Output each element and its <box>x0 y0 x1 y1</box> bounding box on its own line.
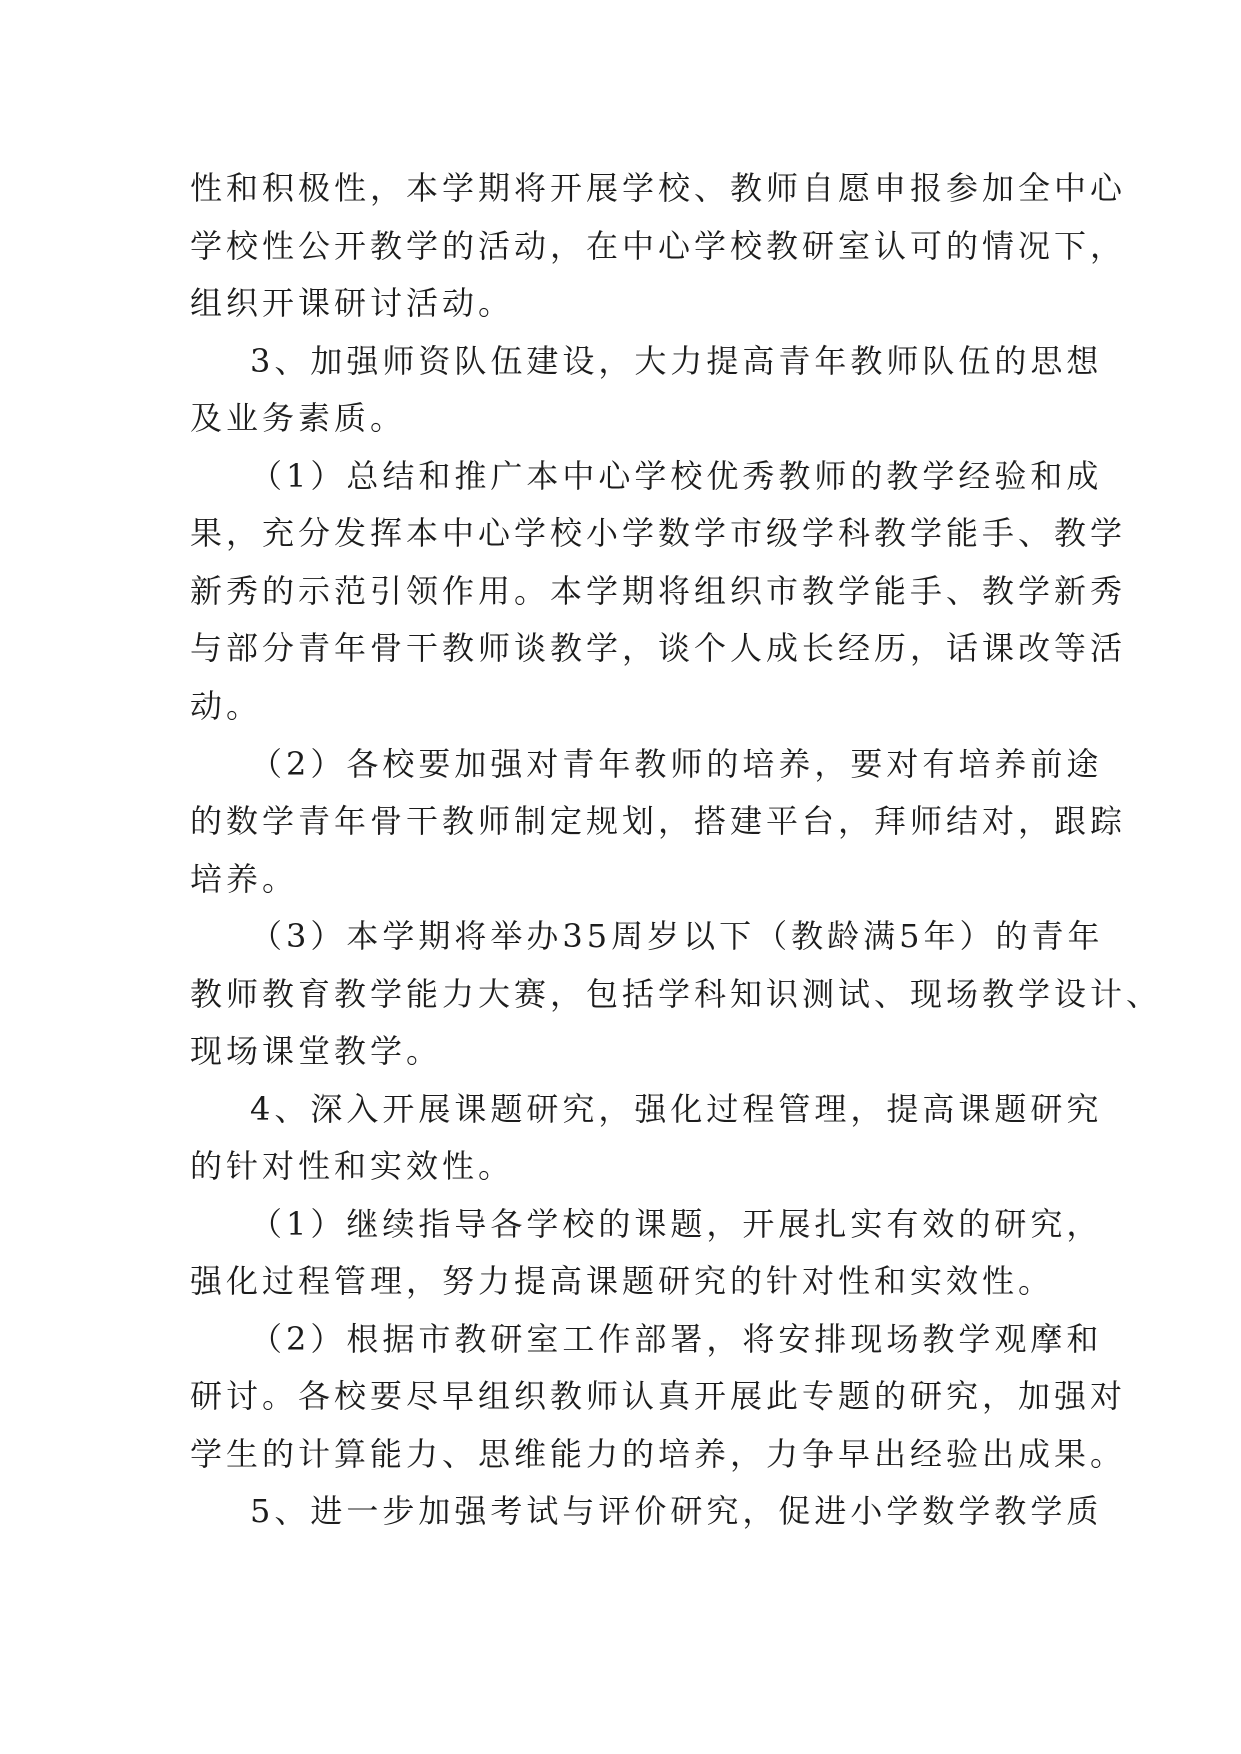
text-line: 动。 <box>190 687 263 725</box>
text-line: 果，充分发挥本中心学校小学数学市级学科教学能手、教学 <box>190 514 1127 552</box>
text-line: 性和积极性，本学期将开展学校、教师自愿申报参加全中心 <box>190 169 1127 207</box>
text-line: 及业务素质。 <box>190 399 407 437</box>
text-line: 教师教育教学能力大赛，包括学科知识测试、现场教学设计、 <box>190 975 1163 1013</box>
text-line: 新秀的示范引领作用。本学期将组织市教学能手、教学新秀 <box>190 572 1127 610</box>
text-line: （2）各校要加强对青年教师的培养，要对有培养前途 <box>250 745 1103 783</box>
text-line: 现场课堂教学。 <box>190 1032 443 1070</box>
text-line: 的针对性和实效性。 <box>190 1147 515 1185</box>
text-line: 培养。 <box>190 860 299 898</box>
text-line: （1）继续指导各学校的课题，开展扎实有效的研究， <box>250 1205 1103 1243</box>
text-line: （1）总结和推广本中心学校优秀教师的教学经验和成 <box>250 457 1103 495</box>
text-line: 3、加强师资队伍建设，大力提高青年教师队伍的思想 <box>250 342 1103 380</box>
text-line: （2）根据市教研室工作部署，将安排现场教学观摩和 <box>250 1320 1103 1358</box>
text-line: （3）本学期将举办35周岁以下（教龄满5年）的青年 <box>250 917 1104 955</box>
text-line: 组织开课研讨活动。 <box>190 284 515 322</box>
text-line: 的数学青年骨干教师制定规划，搭建平台，拜师结对，跟踪 <box>190 802 1127 840</box>
text-line: 学校性公开教学的活动，在中心学校教研室认可的情况下， <box>190 227 1127 265</box>
text-line: 学生的计算能力、思维能力的培养，力争早出经验出成果。 <box>190 1435 1127 1473</box>
text-line: 4、深入开展课题研究，强化过程管理，提高课题研究 <box>250 1090 1103 1128</box>
text-line: 研讨。各校要尽早组织教师认真开展此专题的研究，加强对 <box>190 1377 1127 1415</box>
text-line: 与部分青年骨干教师谈教学，谈个人成长经历，话课改等活 <box>190 629 1127 667</box>
text-line: 强化过程管理，努力提高课题研究的针对性和实效性。 <box>190 1262 1055 1300</box>
text-line: 5、进一步加强考试与评价研究，促进小学数学教学质 <box>250 1492 1103 1530</box>
